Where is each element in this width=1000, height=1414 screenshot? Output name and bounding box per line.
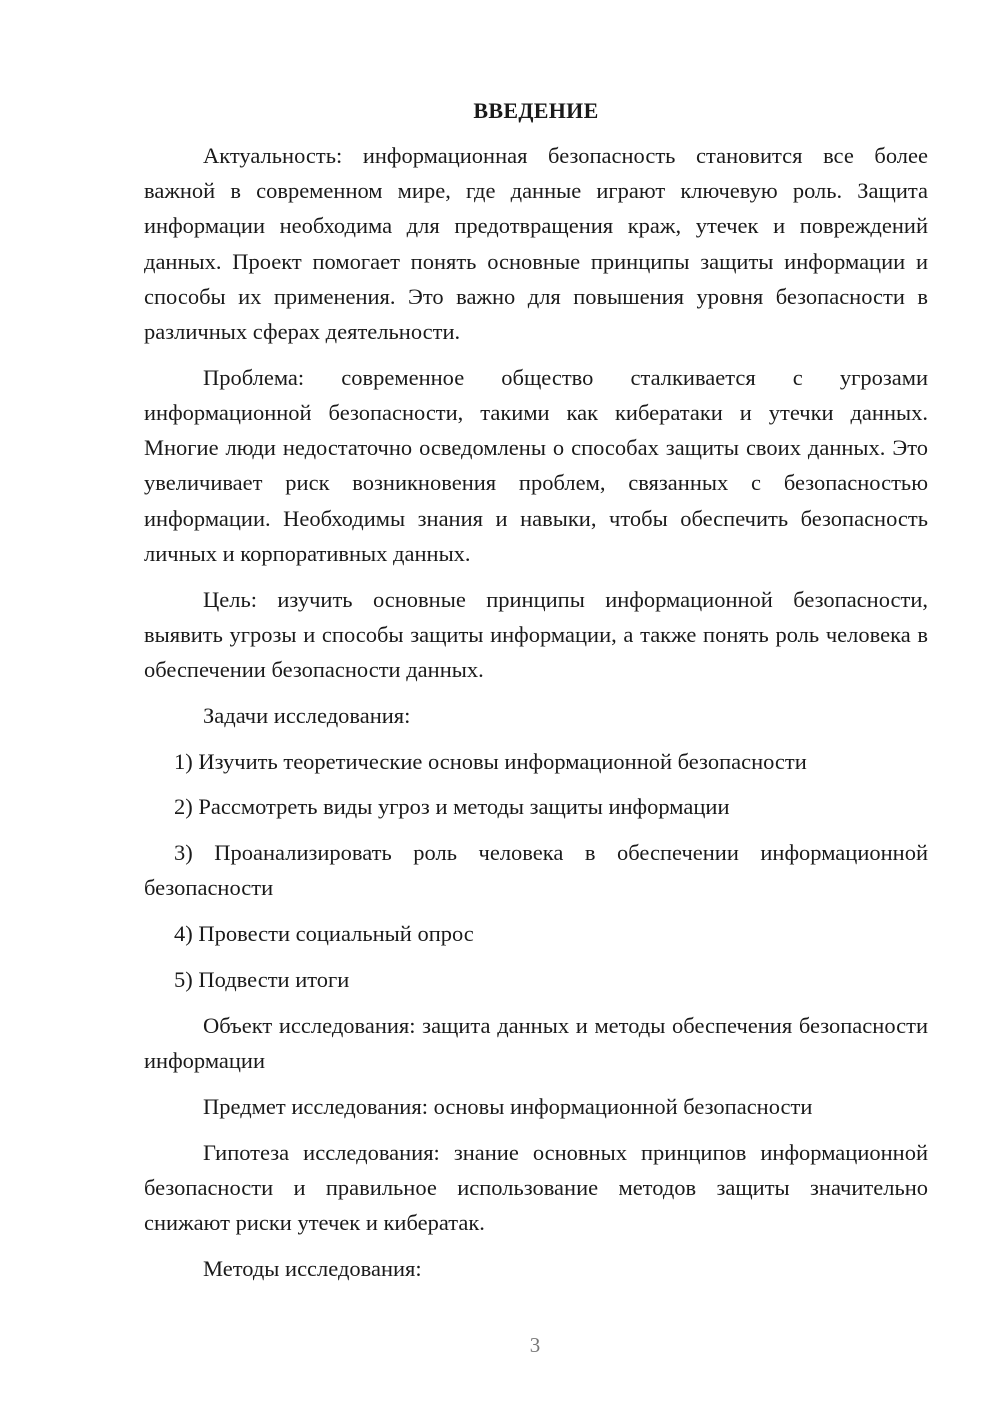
page-number: 3 <box>529 1333 541 1357</box>
tasks-heading: Задачи исследования: <box>203 702 411 728</box>
methods-paragraph: Методы исследования: <box>203 1255 422 1281</box>
hypothesis-paragraph: Гипотеза исследования: знание основных принципов информационной безопасности и правильное использование методов защиты значительно снижают риски утечек и кибератак. <box>144 1139 928 1236</box>
task-item-1: 1) Изучить теоретические основы информационной безопасности <box>174 748 807 774</box>
task-item-3: 3) Проанализировать роль человека в обеспечении информационной безопасности <box>144 840 928 901</box>
task-item-5: 5) Подвести итоги <box>174 967 350 993</box>
task-item-2: 2) Рассмотреть виды угроз и методы защиты информации <box>174 794 730 820</box>
problem-paragraph: Проблема: современное общество сталкивается с угрозами информационной безопасности, такими как кибератаки и утечки данных. Многие люди недостаточно осведомлены о способах защиты своих данных. Это увеличивает риск возникновения проблем, связанных с безопасностью информации. Необходимы знания и навыки, чтобы обеспечить безопасность личных и корпоративных данных. <box>144 364 928 566</box>
task-item-4: 4) Провести социальный опрос <box>174 921 474 947</box>
research-object-paragraph: Объект исследования: защита данных и методы обеспечения безопасности информации <box>144 1012 928 1074</box>
goal-paragraph: Цель: изучить основные принципы информационной безопасности, выявить угрозы и способы защиты информации, а также понять роль человека в обеспечении безопасности данных. <box>144 586 928 683</box>
relevance-paragraph: Актуальность: информационная безопасность становится все более важной в современном мире, где данные играют ключевую роль. Защита информации необходима для предотвращения краж, утечек и повреждений данных. Проект помогает понять основные принципы защиты информации и способы их применения. Это важно для повышения уровня безопасности в различных сферах деятельности. <box>144 143 928 345</box>
research-subject-paragraph: Предмет исследования: основы информационной безопасности <box>203 1093 813 1119</box>
page-content <box>144 93 928 1297</box>
section-title: ВВЕДЕНИЕ <box>473 98 599 123</box>
